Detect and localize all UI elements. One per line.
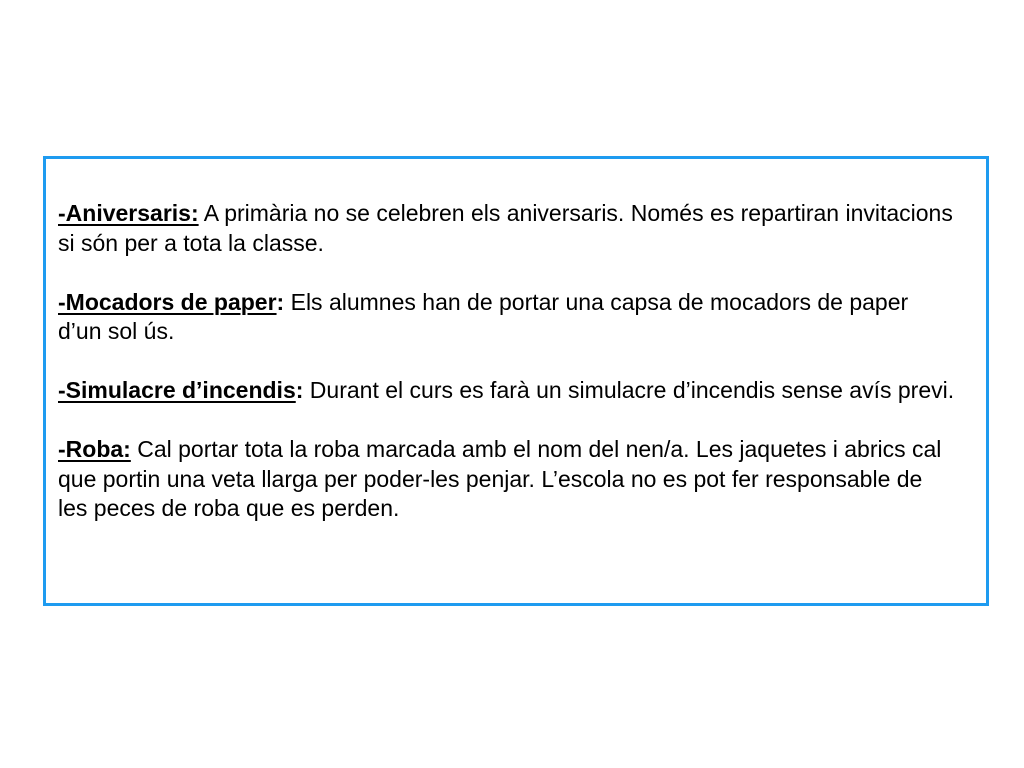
item-mocadors bbox=[58, 288, 958, 347]
item-title bbox=[58, 200, 199, 226]
item-body: Cal portar tota la roba marcada amb el nom del nen/a. Les jaquetes i abrics cal que portin una veta llarga per poder-les penjar. L’escola no es pot fer responsable de les peces de roba que es perden. bbox=[58, 436, 942, 521]
item-simulacre bbox=[58, 376, 958, 406]
item-body: Els alumnes han de portar una capsa de mocadors de paper d’un sol ús. bbox=[58, 288, 909, 344]
item-body: A primària no se celebren els aniversaris. Només es repartiran invitacions si són per a tota la classe. bbox=[58, 200, 953, 256]
item-title-label: -Simulacre d’incendis bbox=[58, 377, 296, 403]
item-title-label: -Mocadors de paper bbox=[58, 288, 277, 315]
info-box bbox=[43, 156, 989, 606]
item-title bbox=[58, 377, 303, 403]
item-roba bbox=[58, 435, 958, 524]
info-content bbox=[58, 199, 958, 524]
item-aniversaris bbox=[58, 199, 958, 258]
item-title-label: -Aniversaris: bbox=[58, 200, 199, 226]
item-title-label: -Roba: bbox=[58, 436, 131, 462]
item-title bbox=[58, 436, 131, 462]
item-title-suffix: : bbox=[276, 288, 285, 315]
item-title-suffix: : bbox=[295, 377, 304, 403]
item-title bbox=[58, 289, 284, 315]
item-body: Durant el curs es farà un simulacre d’incendis sense avís previ. bbox=[303, 377, 955, 403]
